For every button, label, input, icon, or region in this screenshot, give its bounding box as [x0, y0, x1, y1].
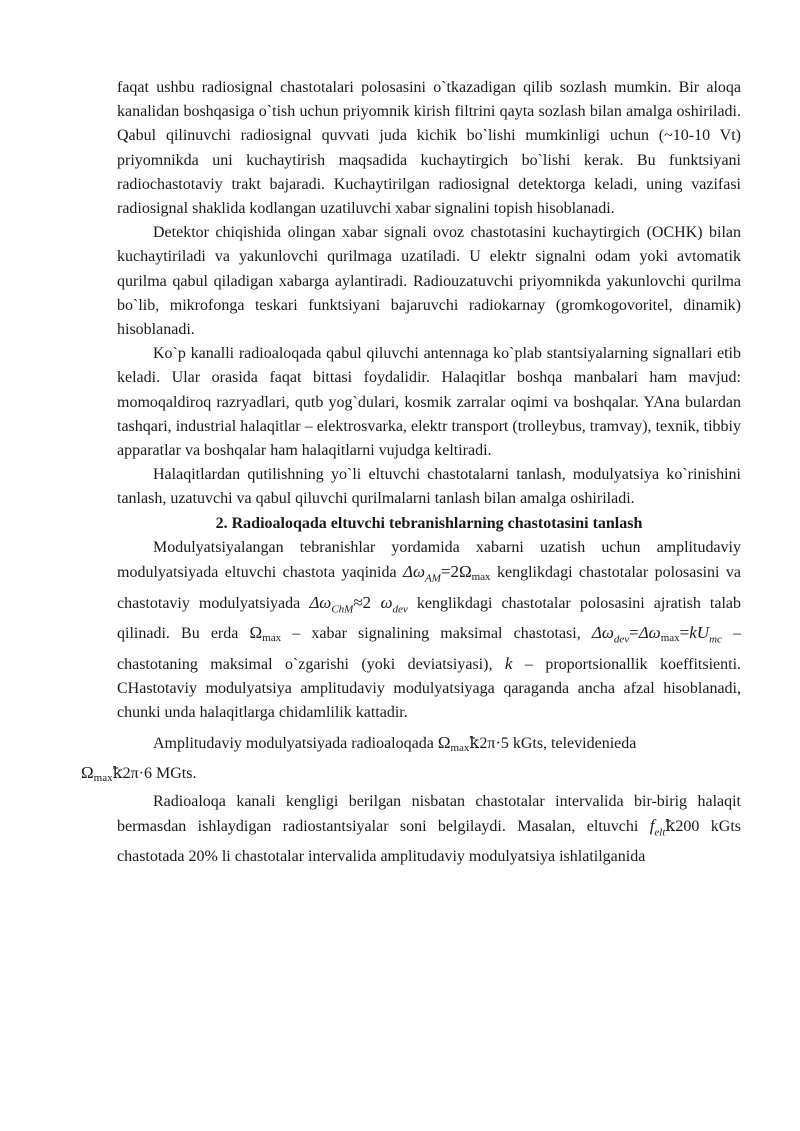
- am-example-text-1: Amplitudaviy modulyatsiyada radioaloqada: [153, 735, 434, 753]
- formula-am-bandwidth: $\Delta\omega_{AM}=2\Omega\max$: [403, 562, 491, 585]
- formula-chm-bandwidth: $\Delta\omega_{ChM}\approx 2$ $\omega_{dev}$: [309, 592, 408, 616]
- bandwidth-text-4: – xabar signalining maksimal chastotasi,: [292, 625, 581, 643]
- am-example-text-2: ꝁ2π·5 kGts, televidenieda: [469, 735, 637, 753]
- formula-omega-max-3: Ωmax: [81, 762, 113, 784]
- formula-deviation: $\Delta\omega_{dev}=\Delta\omega\max=kU_{mc}$: [591, 623, 722, 646]
- paragraph-detector: Detektor chiqishida olingan xabar signali ovoz chastotasini kuchaytirgich (OCHK) bilan kuchaytiriladi va yakunlovchi qurilmaga uzatiladi. U elektr signalni odam yoki avtomatik qurilma qabul qiladigan xabarga aylantiradi. Radiouzatuvchi priyomnikda yakunlovchi qurilma bo`lib, mikrofonga teskari funktsiyani bajaruvchi radiokarnay (gromkogovoritel, dinamik) hisoblanadi.: [117, 224, 741, 339]
- bandwidth-text-5: – chastotaning maksimal o`zgarishi (yoki deviatsiyasi),: [117, 625, 742, 673]
- paragraph-interference-solution: Halaqitlardan qutilishning yo`li eltuvchi chastotalarni tanlash, modulyatsiya ko`rinishini tanlash, uzatuvchi va qabul qiluvchi qurilmalarni tanlash bilan amalga oshiriladi.: [117, 466, 741, 508]
- formula-omega-max: Ωmax: [249, 623, 282, 645]
- channel-text-2: ꝁ200 kGts chastotada 20% li chastotalar intervalida amplitudaviy modulyatsiya ishlatilganida: [117, 818, 741, 865]
- section-heading: 2. Radioaloqada eltuvchi tebranishlarning chastotasini tanlash: [215, 514, 643, 532]
- paragraph-am-examples: [81, 731, 741, 789]
- formula-omega-max-2: Ωmax: [437, 733, 470, 755]
- document-page: [81, 76, 742, 869]
- paragraph-receiver-tuning: faqat ushbu radiosignal chastotalari polosasini o`tkazadigan qilib sozlash mumkin. Bir aloqa kanalidan boshqasiga o`tish uchun priyomnik kirish filtrini qayta sozlash bilan amalga oshiriladi. Qabul qilinuvchi radiosignal quvvati juda kichik bo`lishi mumkinligi uchun (~10-10 Vt) priyomnikda uni kuchaytirish maqsadida kuchaytirgich bo`lishi kerak. Bu funktsiyani radiochastotaviy trakt bajaradi. Kuchaytirilgan radiosignal detektorga keladi, uning vazifasi radiosignal shaklida kodlangan uzatiluvchi xabar signalini topish hisoblanadi.: [117, 79, 741, 218]
- paragraph-channel-width: [117, 790, 741, 869]
- bandwidth-text-2: kenglikdagi chastotalar polosasini va chastotaviy modulyatsiyada: [117, 564, 742, 612]
- bandwidth-text-6: – proportsionallik koeffitsienti. CHastotaviy modulyatsiya amplitudaviy modulyatsiyaga qaraganda ancha afzal hisoblanadi, chunki unda halaqitlarga chidamlilik kattadir.: [117, 655, 742, 722]
- channel-text-1: Radioaloqa kanali kengligi berilgan nisbatan chastotalar intervalida bir-birig halaqit bermasdan ishlaydigan radiostantsiyalar soni belgilaydi. Masalan, eltuvchi: [117, 792, 741, 836]
- formula-k: k: [504, 653, 513, 673]
- bandwidth-text-3: kenglikdagi chastotalar polosasini ajratish talab qilinadi. Bu erda: [117, 594, 742, 643]
- am-example-text-3: ꝁ2π·6 MGts.: [112, 764, 197, 782]
- paragraph-interference: Ko`p kanalli radioaloqada qabul qiluvchi antennaga ko`plab stantsiyalarning signallari etib keladi. Ular orasida faqat bittasi foydalidir. Halaqitlar boshqa manbalari ham mavjud: momoqaldiroq razryadlari, qutb yog`dulari, kosmik zarralar oqimi va boshqalar. YAna bulardan tashqari, industrial halaqitlar – elektrosvarka, elektr transport (trolleybus, tramvay), texnik, tibbiy apparatlar va boshqalar ham halaqitlarni vujudga keltiradi.: [117, 345, 741, 460]
- bandwidth-text-1: Modulyatsiyalangan tebranishlar yordamida xabarni uzatish uchun amplitudaviy modulyatsiyada eltuvchi chastota yaqinida: [117, 538, 741, 582]
- formula-f-carrier: $f_{elt}$: [649, 816, 666, 839]
- paragraph-bandwidth: [117, 536, 741, 726]
